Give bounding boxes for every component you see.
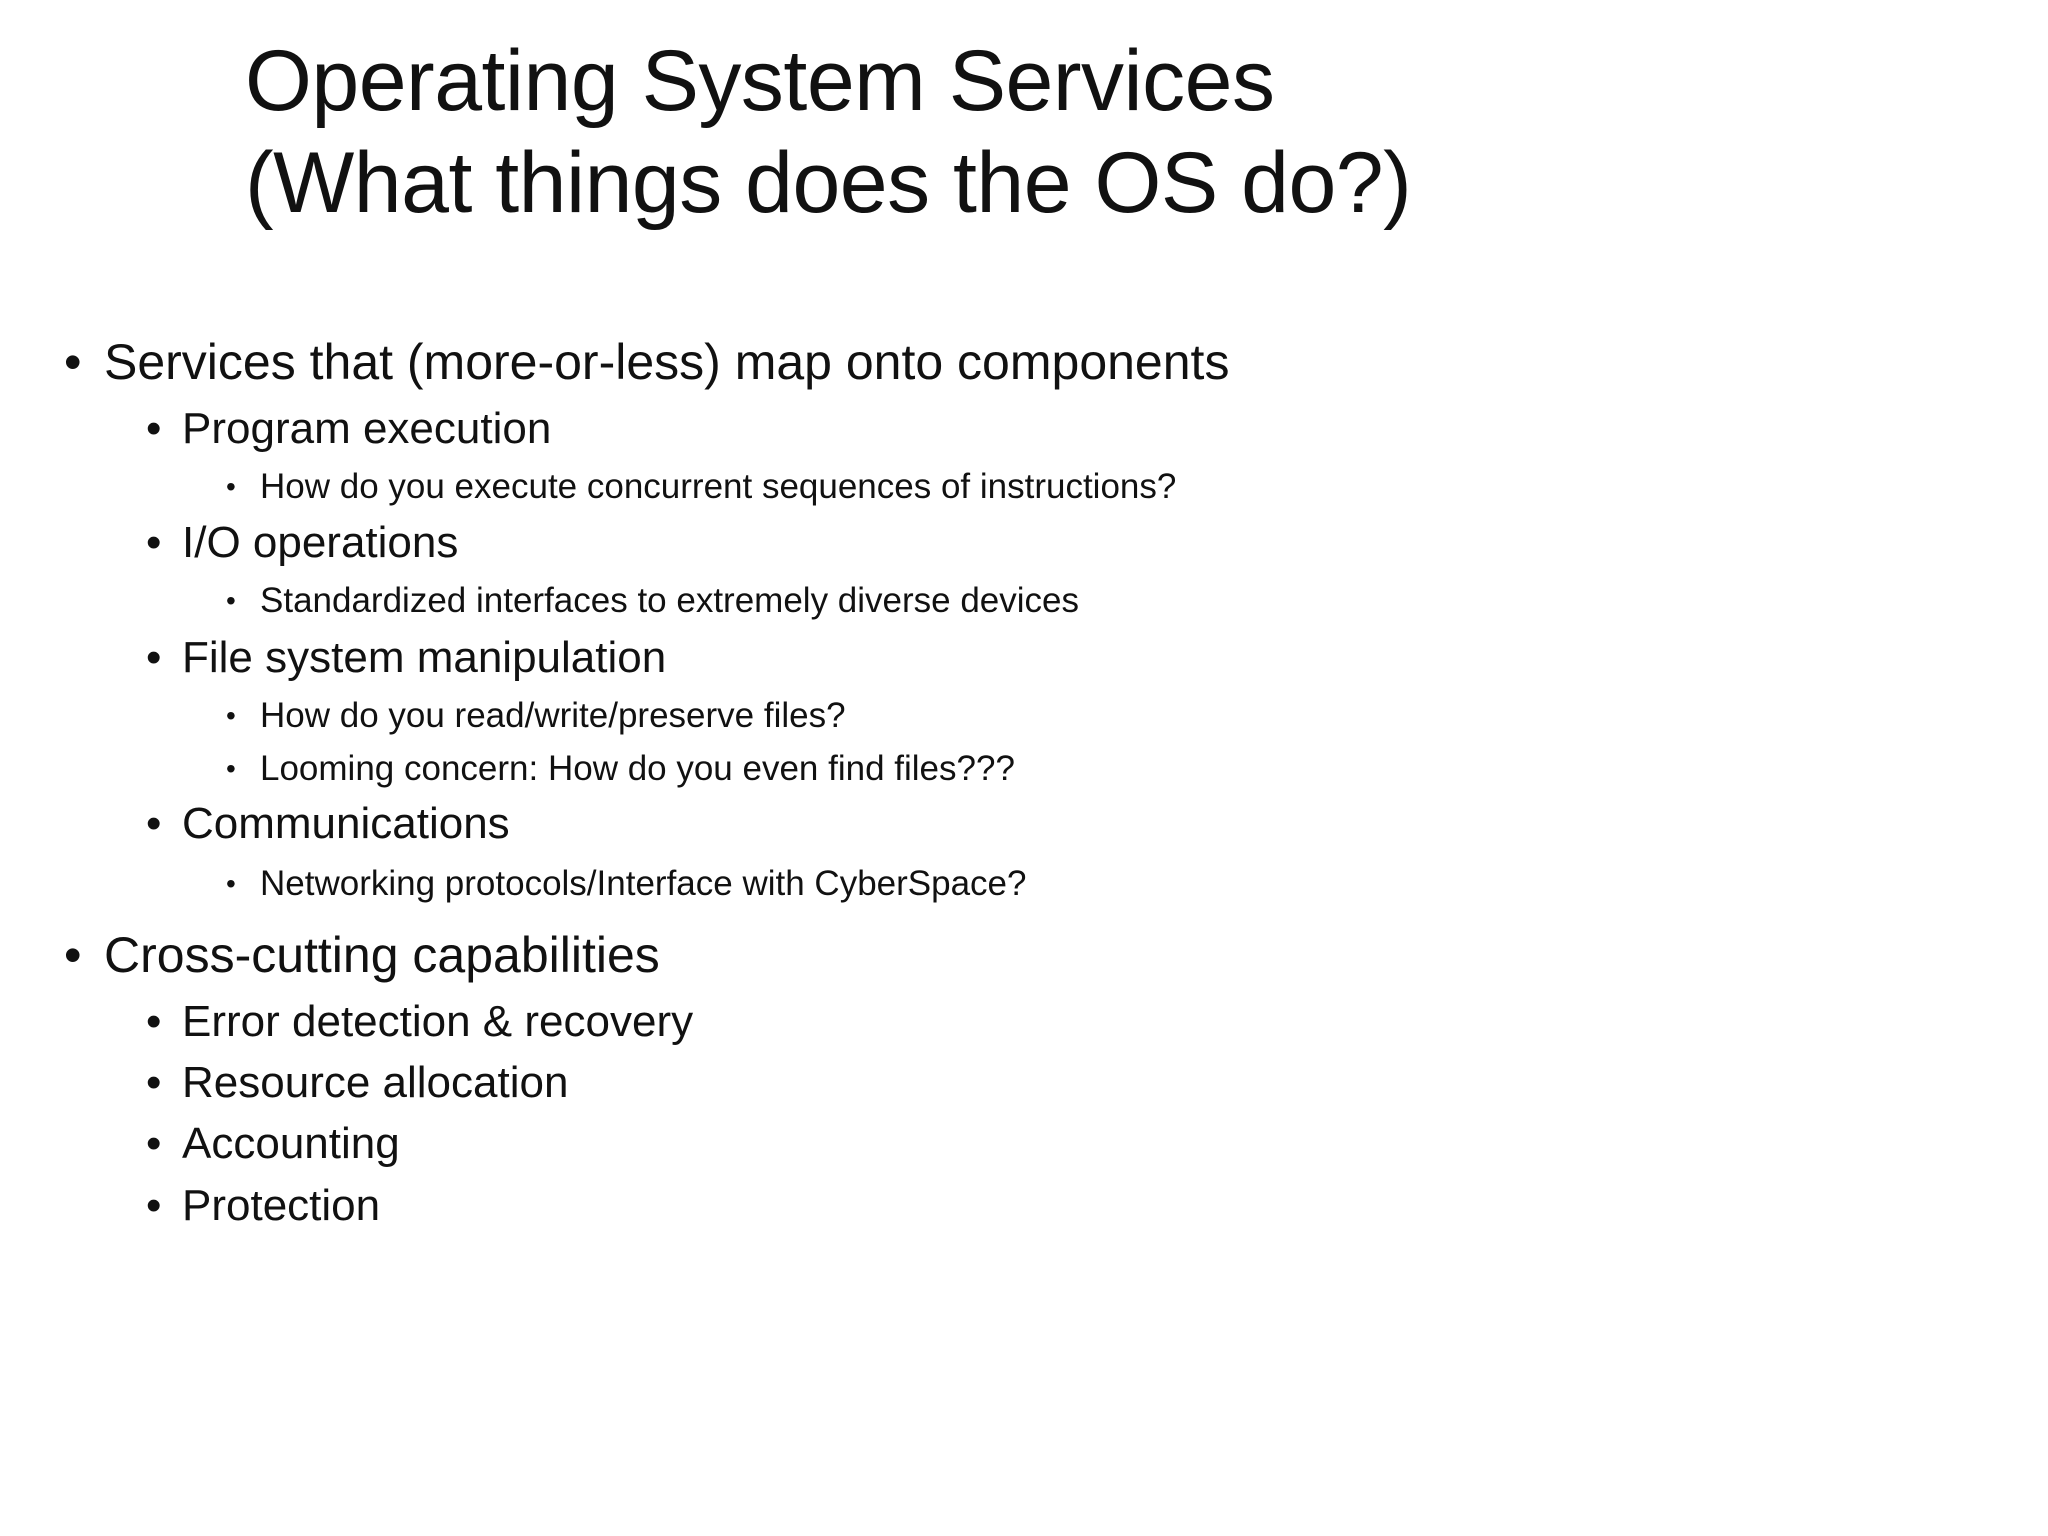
bullet-standardized-interfaces: • Standardized interfaces to extremely diverse devices xyxy=(260,579,1079,623)
bullet-concurrent-sequences: • How do you execute concurrent sequences of instructions? xyxy=(260,465,1176,509)
bullet-networking-protocols: • Networking protocols/Interface with CyberSpace? xyxy=(260,862,1026,906)
bullet-io-operations: • I/O operations xyxy=(182,517,458,569)
bullet-file-system-manipulation: • File system manipulation xyxy=(182,632,666,684)
bullet-program-execution: • Program execution xyxy=(182,403,551,455)
title-line-2: (What things does the OS do?) xyxy=(245,135,1412,231)
bullet-protection: • Protection xyxy=(182,1180,380,1232)
bullet-read-write-preserve: • How do you read/write/preserve files? xyxy=(260,694,846,738)
bullet-cross-cutting-capabilities: • Cross-cutting capabilities xyxy=(104,925,660,985)
bullet-accounting: • Accounting xyxy=(182,1118,400,1170)
slide-title xyxy=(245,30,1411,234)
bullet-communications: • Communications xyxy=(182,798,510,850)
bullet-services-map-onto-components: • Services that (more-or-less) map onto components xyxy=(104,332,1229,392)
bullet-resource-allocation: • Resource allocation xyxy=(182,1057,568,1109)
bullet-looming-concern: • Looming concern: How do you even find files??? xyxy=(260,747,1015,791)
bullet-error-detection-recovery: • Error detection & recovery xyxy=(182,996,693,1048)
title-line-1: Operating System Services xyxy=(245,33,1275,129)
